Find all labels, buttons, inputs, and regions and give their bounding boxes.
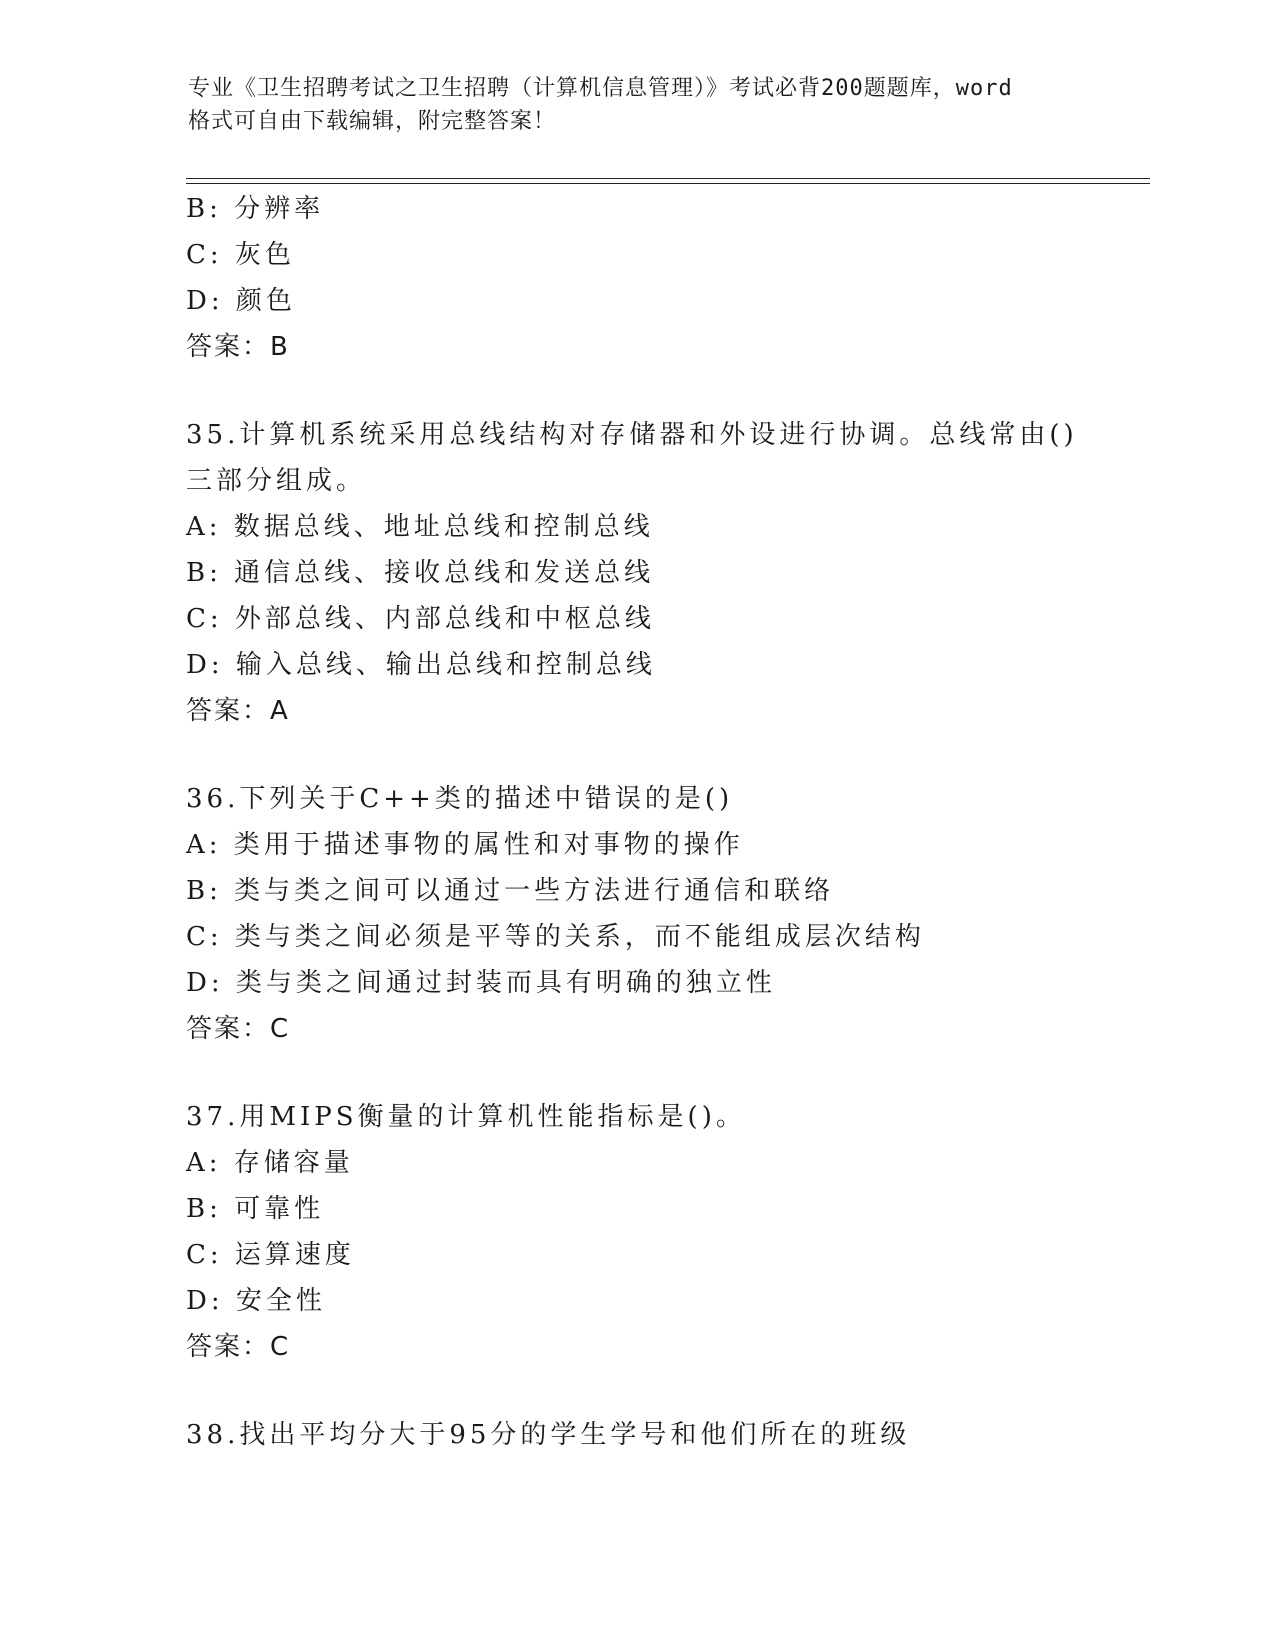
question-stem: 36.下列关于C++类的描述中错误的是() [186,784,734,814]
question-block-34-tail [186,186,1146,370]
option-d: D: 颜色 [186,286,296,316]
question-stem: 38.找出平均分大于95分的学生学号和他们所在的班级 [186,1420,911,1450]
option-b: B: 分辨率 [186,194,325,224]
question-block-35 [186,412,1146,734]
option-c: C: 外部总线、内部总线和中枢总线 [186,604,655,634]
answer-line: 答案：A [186,696,290,726]
option-c: C: 运算速度 [186,1240,355,1270]
question-stem: 37.用MIPS衡量的计算机性能指标是()。 [186,1102,746,1132]
option-b: B: 类与类之间可以通过一些方法进行通信和联络 [186,876,835,906]
document-header [188,72,1088,138]
header-divider-bottom [186,183,1150,184]
question-block-38 [186,1412,1146,1458]
question-block-37 [186,1094,1146,1370]
header-divider-top [186,178,1150,179]
answer-line: 答案：C [186,1332,291,1362]
option-d: D: 类与类之间通过封装而具有明确的独立性 [186,968,776,998]
option-d: D: 输入总线、输出总线和控制总线 [186,650,656,680]
option-b: B: 通信总线、接收总线和发送总线 [186,558,655,588]
question-stem: 35.计算机系统采用总线结构对存储器和外设进行协调。总线常由()三部分组成。 [186,420,1078,496]
question-list [186,186,1146,1458]
option-c: C: 类与类之间必须是平等的关系，而不能组成层次结构 [186,922,925,952]
option-a: A: 类用于描述事物的属性和对事物的操作 [186,830,744,860]
option-c: C: 灰色 [186,240,295,270]
answer-line: 答案：B [186,332,290,362]
option-d: D: 安全性 [186,1286,326,1316]
option-a: A: 数据总线、地址总线和控制总线 [186,512,654,542]
header-line-1: 专业《卫生招聘考试之卫生招聘（计算机信息管理）》考试必背200题题库，word [188,76,1013,101]
question-block-36 [186,776,1146,1052]
option-a: A: 存储容量 [186,1148,354,1178]
option-b: B: 可靠性 [186,1194,325,1224]
header-line-2: 格式可自由下载编辑，附完整答案！ [188,109,557,134]
answer-line: 答案：C [186,1014,291,1044]
